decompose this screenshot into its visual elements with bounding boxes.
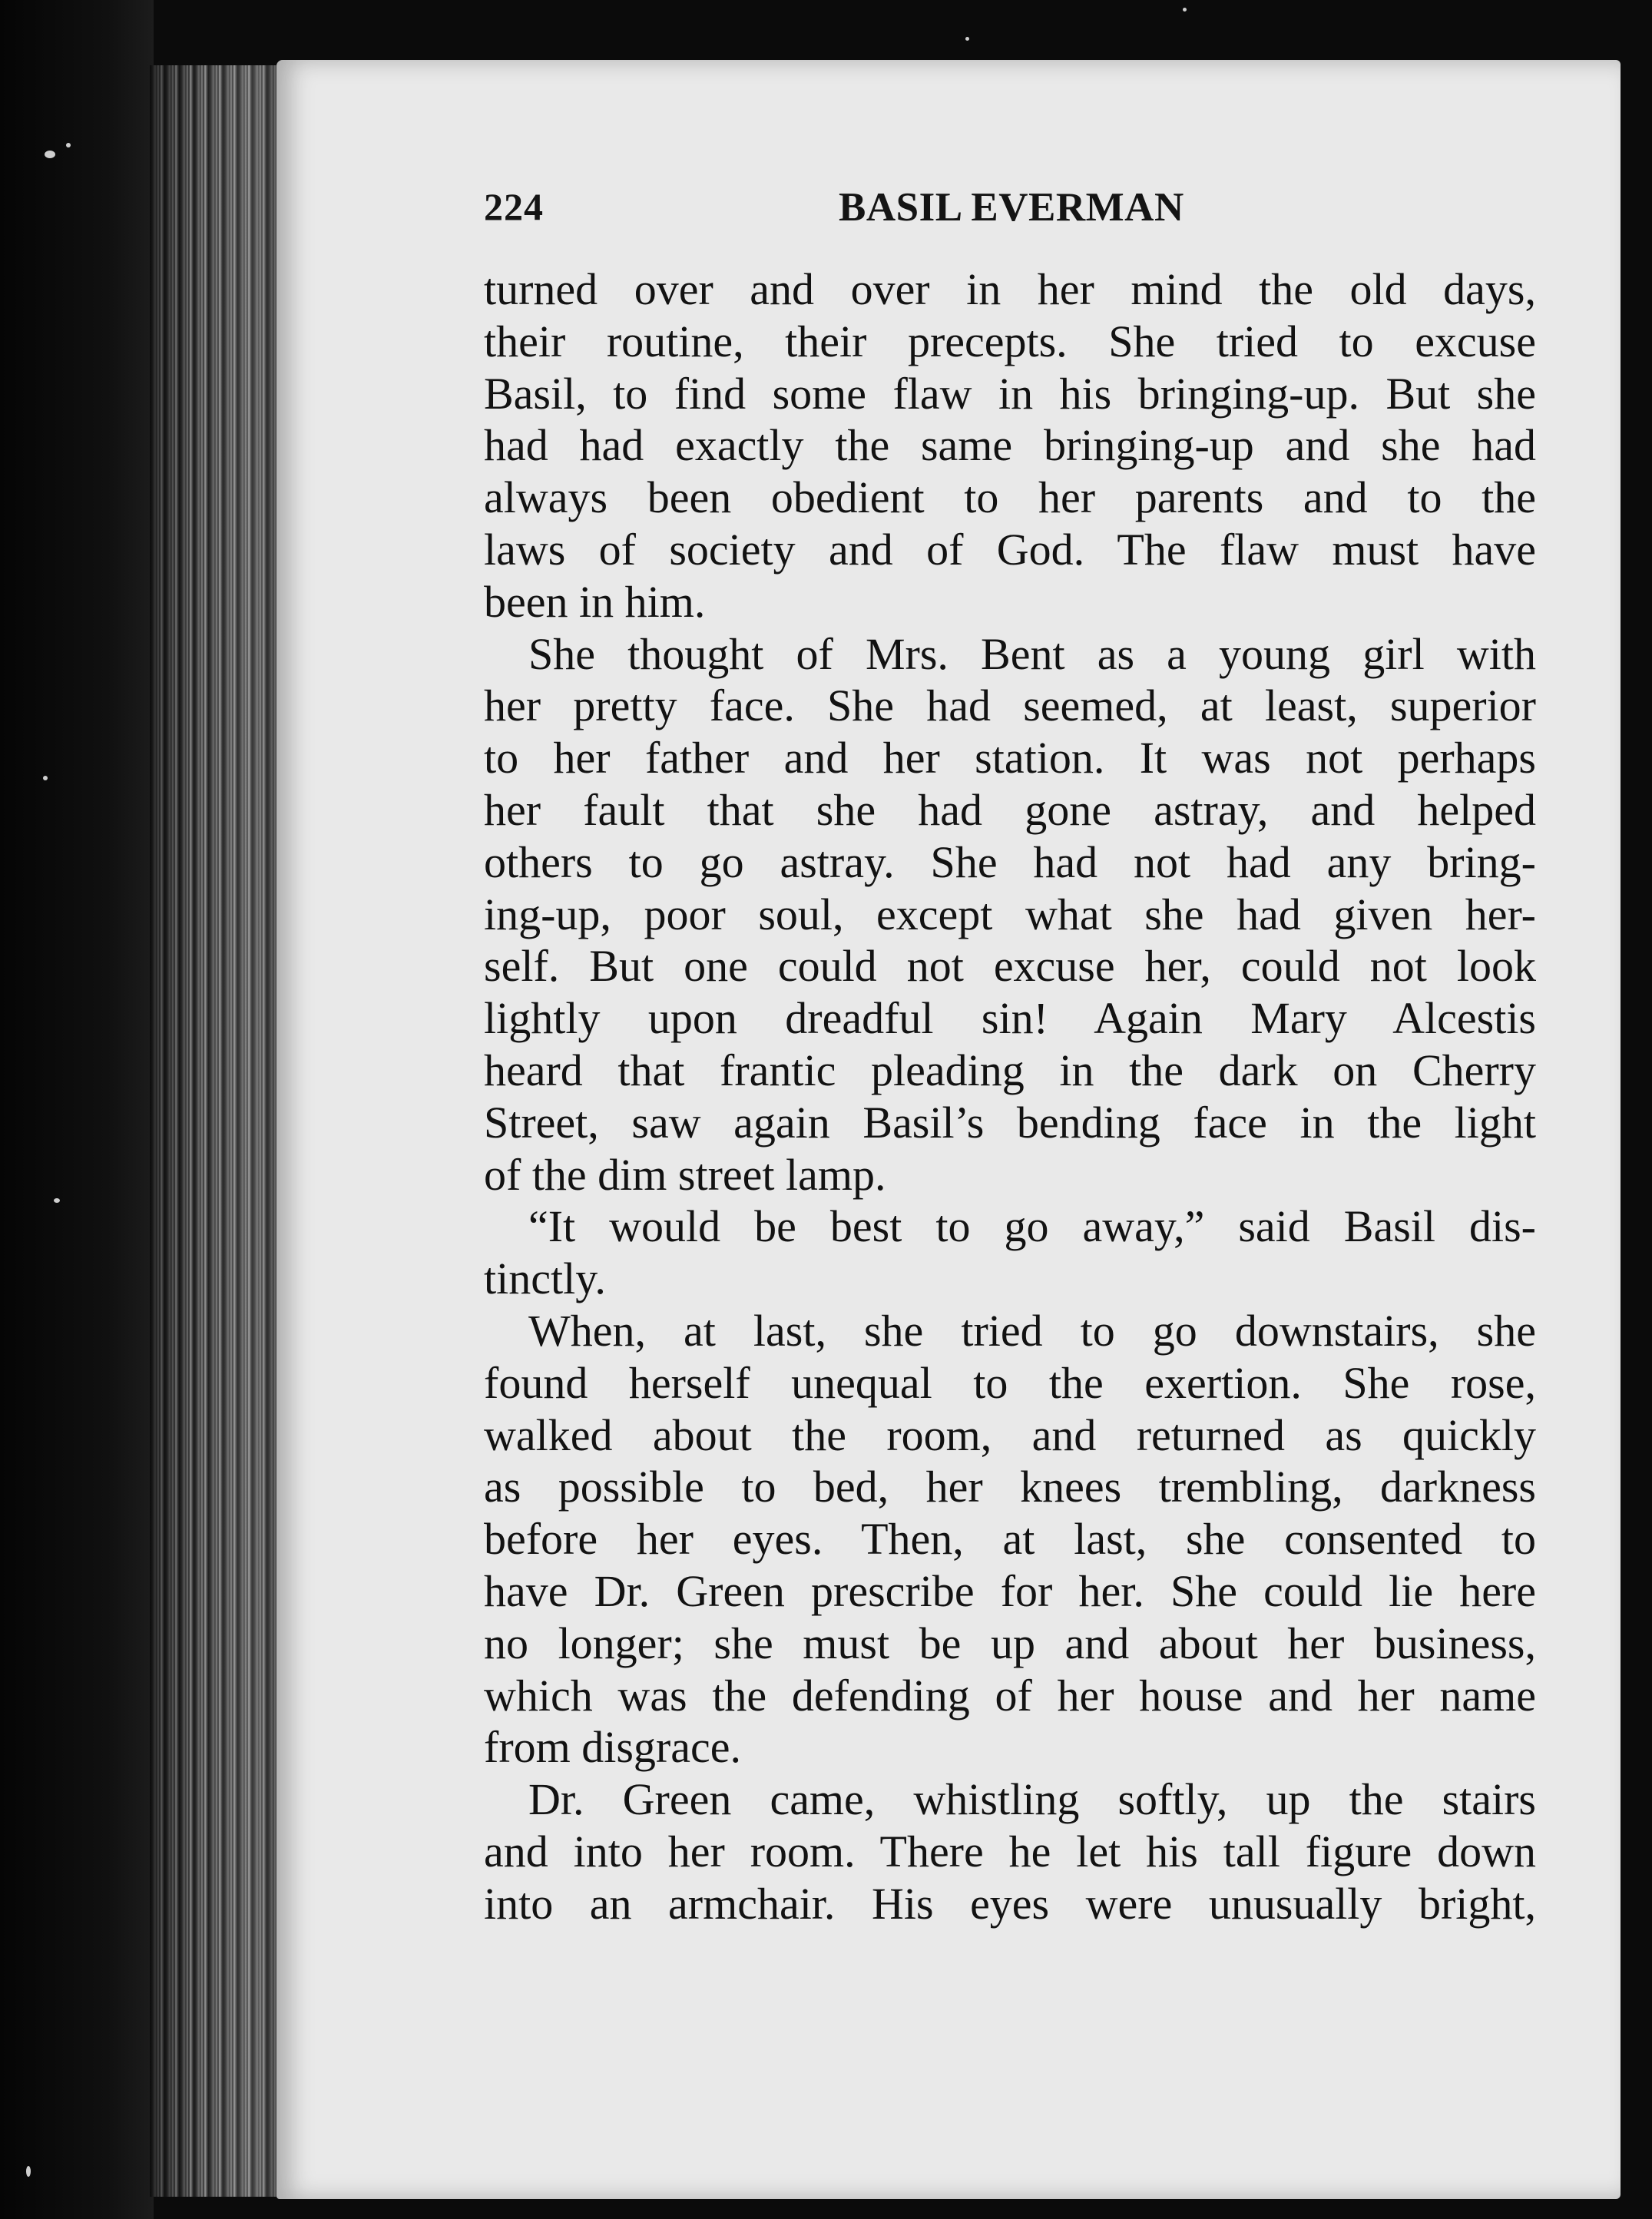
text-line: “It would be best to go away,” said Basil dis- bbox=[528, 1201, 1536, 1252]
text-line: Basil, to find some flaw in his bringing-up. But she bbox=[484, 368, 1536, 419]
dust-speck bbox=[965, 37, 969, 41]
dust-speck bbox=[43, 776, 48, 780]
text-line: before her eyes. Then, at last, she consented to bbox=[484, 1514, 1536, 1565]
text-line: She thought of Mrs. Bent as a young girl with bbox=[528, 628, 1536, 679]
text-line: turned over and over in her mind the old days, bbox=[484, 264, 1536, 314]
text-line: always been obedient to her parents and to the bbox=[484, 472, 1536, 523]
text-line: no longer; she must be up and about her business, bbox=[484, 1618, 1536, 1668]
body-text bbox=[484, 263, 1536, 1930]
text-line: to her father and her station. It was not perhaps bbox=[484, 733, 1536, 783]
dust-speck bbox=[26, 2166, 31, 2177]
text-line: her fault that she had gone astray, and helped bbox=[484, 784, 1536, 835]
text-line: Street, saw again Basil’s bending face in the light bbox=[484, 1097, 1536, 1148]
text-line: had had exactly the same bringing-up and she had bbox=[484, 420, 1536, 471]
text-line: Dr. Green came, whistling softly, up the stairs bbox=[528, 1774, 1536, 1825]
text-line: self. But one could not excuse her, could not look bbox=[484, 941, 1536, 992]
book-title: BASIL EVERMAN bbox=[839, 185, 1184, 230]
text-line: been in him. bbox=[484, 576, 706, 627]
text-line: which was the defending of her house and her name bbox=[484, 1670, 1536, 1721]
dust-speck bbox=[45, 151, 55, 158]
text-line: ing-up, poor soul, except what she had given her- bbox=[484, 889, 1536, 939]
page-number: 224 bbox=[484, 185, 544, 228]
text-line: tinctly. bbox=[484, 1254, 606, 1304]
text-line: others to go astray. She had not had any bring- bbox=[484, 836, 1536, 887]
text-line: as possible to bed, her knees trembling, darkness bbox=[484, 1462, 1536, 1512]
text-line: walked about the room, and returned as quickly bbox=[484, 1409, 1536, 1460]
text-line: her pretty face. She had seemed, at least, superior bbox=[484, 681, 1536, 731]
text-line: lightly upon dreadful sin! Again Mary Alcestis bbox=[484, 993, 1536, 1044]
scan-background bbox=[0, 0, 154, 2219]
text-line: their routine, their precepts. She tried to excuse bbox=[484, 316, 1536, 366]
text-line: found herself unequal to the exertion. She rose, bbox=[484, 1357, 1536, 1408]
dust-speck bbox=[66, 143, 71, 147]
text-line: have Dr. Green prescribe for her. She could lie here bbox=[484, 1565, 1536, 1616]
page-edges bbox=[150, 65, 284, 2197]
text-line: laws of society and of God. The flaw must have bbox=[484, 524, 1536, 575]
text-line: and into her room. There he let his tall figure down bbox=[484, 1826, 1536, 1876]
dust-speck bbox=[54, 1198, 60, 1203]
text-line: When, at last, she tried to go downstairs, she bbox=[528, 1305, 1536, 1356]
text-line: of the dim street lamp. bbox=[484, 1149, 886, 1200]
text-line: heard that frantic pleading in the dark on Cherry bbox=[484, 1045, 1536, 1095]
text-line: into an armchair. His eyes were unusually bright, bbox=[484, 1878, 1536, 1929]
dust-speck bbox=[1183, 8, 1187, 12]
running-head bbox=[484, 184, 1536, 238]
text-line: from disgrace. bbox=[484, 1722, 741, 1773]
